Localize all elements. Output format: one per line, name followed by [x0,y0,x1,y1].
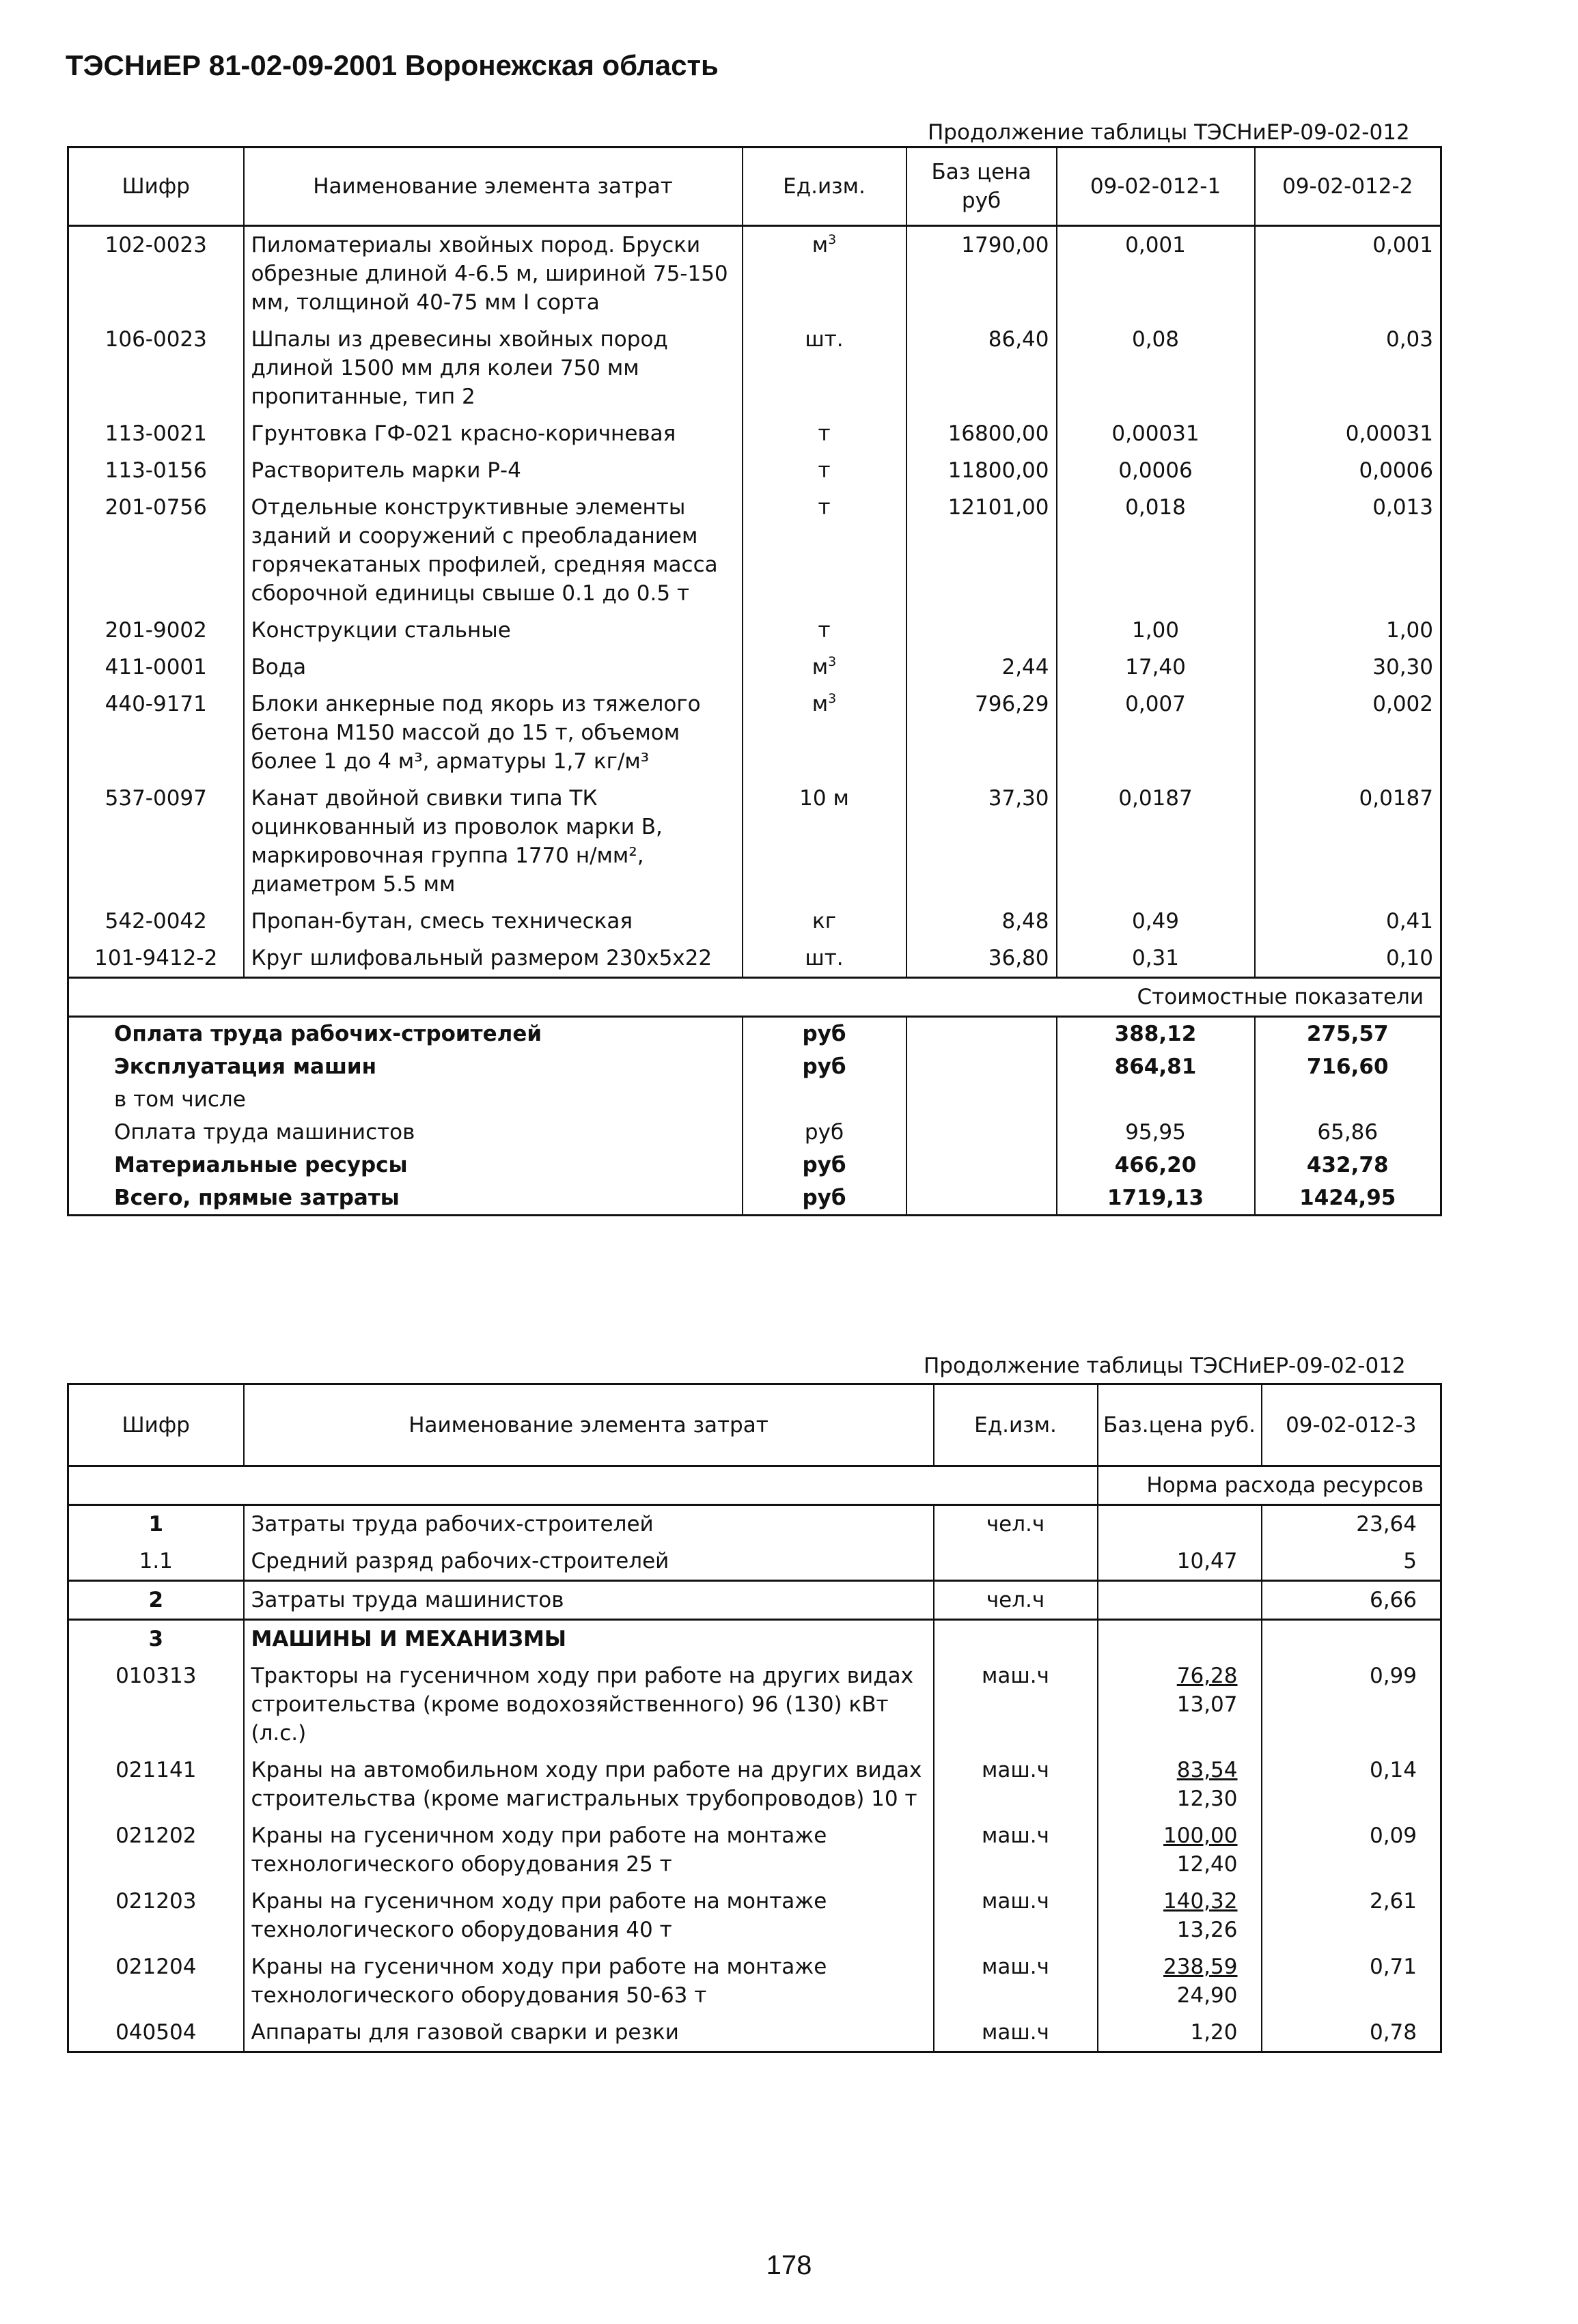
cost-indicators-title: Стоимостные показатели [1057,978,1441,1017]
cost-unit: руб [743,1050,906,1083]
table-row [68,1543,1441,1581]
cell-09-02-012-1: 0,0006 [1057,452,1255,489]
cell-code: 021202 [115,1823,197,1848]
col-header-code: Шифр [68,1384,244,1466]
cost-label: Материальные ресурсы [114,1153,408,1177]
cell-09-02-012-1: 0,0187 [1057,780,1255,903]
cell-code: 010313 [115,1664,197,1688]
cell-unit [743,649,906,686]
unit-text: шт. [805,946,844,970]
cell-09-02-012-1: 0,007 [1057,686,1255,780]
cell-09-02-012-1: 0,001 [1057,226,1255,322]
cell-name: Конструкции стальные [244,612,743,649]
unit-text: м [812,233,829,257]
cell-price [1098,1883,1262,1948]
table-row [68,940,1441,978]
cell-09-02-012-1: 0,00031 [1057,415,1255,452]
cell-code: 411-0001 [105,655,207,680]
cost-09-02-012-1: 864,81 [1057,1050,1255,1083]
cell-code: 021141 [115,1758,197,1782]
cell-price: 8,48 [906,903,1057,940]
table-row [68,1948,1441,2014]
cell-unit: маш.ч [934,1817,1098,1883]
cell-code: 1 [68,1505,244,1543]
price-wage-value: 12,40 [1176,1852,1238,1877]
price-value: 140,32 [1163,1889,1238,1914]
table-row [68,415,1441,452]
table2-body [68,1505,1441,2052]
cell-unit: маш.ч [934,1948,1098,2014]
cost-row [68,1083,1441,1116]
resources-table-2 [67,1383,1442,2053]
cell-unit [743,780,906,903]
cell-unit [743,415,906,452]
unit-text: т [818,458,831,483]
cost-label: Оплата труда машинистов [114,1120,415,1145]
col-header-name: Наименование элемента затрат [244,1384,934,1466]
col-header-unit: Ед.изм. [934,1384,1098,1466]
cell-09-02-012-1: 17,40 [1057,649,1255,686]
table2-continuation-label: Продолжение таблицы ТЭСНиЕР-09-02-012 [924,1354,1406,1378]
price-value: 100,00 [1163,1823,1238,1848]
cell-unit: маш.ч [934,2014,1098,2052]
cell-unit [743,612,906,649]
unit-text: м [812,692,829,716]
cost-row [68,1181,1441,1216]
unit-text: шт. [805,327,844,352]
cell-price [1098,1620,1262,1658]
cell-unit [743,226,906,322]
table1-body [68,226,1441,978]
table-row [68,780,1441,903]
cell-09-02-012-2: 0,0187 [1255,780,1441,903]
cell-code: 542-0042 [105,909,207,934]
cell-name: Затраты труда рабочих-строителей [244,1505,934,1543]
cell-code: 102-0023 [105,233,207,257]
price-wage-value: 13,26 [1176,1918,1238,1942]
cell-code: 201-0756 [105,495,207,520]
cell-09-02-012-3: 6,66 [1262,1581,1441,1620]
col-header-price: Баз цена руб [906,148,1057,226]
cell-price [1098,1752,1262,1817]
cost-label: Эксплуатация машин [114,1054,377,1079]
col-header-unit: Ед.изм. [743,148,906,226]
cell-price: 16800,00 [906,415,1057,452]
cost-09-02-012-2: 65,86 [1255,1116,1441,1149]
cell-name: Блоки анкерные под якорь из тяжелого бетона М150 массой до 15 т, объемом более 1 до 4 м³, арматуры 1,7 кг/м³ [244,686,743,780]
cost-unit [743,1083,906,1116]
cell-name: Вода [244,649,743,686]
cell-unit [743,452,906,489]
unit-exponent: 3 [828,232,837,247]
cost-row [68,1017,1441,1051]
cell-09-02-012-2: 0,00031 [1255,415,1441,452]
cell-name: Шпалы из древесины хвойных пород длиной 1500 мм для колеи 750 мм пропитанные, тип 2 [244,321,743,415]
cell-name: Отдельные конструктивные элементы зданий и сооружений с преобладанием горячекатаных профилей, средняя масса сборочной единицы свыше 0.1 до 0.5 т [244,489,743,612]
cell-09-02-012-2: 0,013 [1255,489,1441,612]
unit-text: т [818,618,831,643]
cell-name: Тракторы на гусеничном ходу при работе на других видах строительства (кроме водохозяйственного) 96 (130) кВт (л.с.) [244,1657,934,1752]
cell-09-02-012-2: 0,002 [1255,686,1441,780]
cell-price [1098,1543,1262,1581]
cell-09-02-012-2: 0,10 [1255,940,1441,978]
table-row [68,489,1441,612]
cost-unit: руб [743,1017,906,1051]
table-row [68,1657,1441,1752]
cell-09-02-012-2: 30,30 [1255,649,1441,686]
unit-exponent: 3 [828,654,837,669]
cost-09-02-012-2: 432,78 [1255,1149,1441,1181]
cost-label: в том числе [114,1087,246,1112]
cell-code: 040504 [115,2020,197,2045]
cell-price: 1790,00 [906,226,1057,322]
table-row [68,1620,1441,1658]
cell-unit: маш.ч [934,1883,1098,1948]
cost-label: Оплата труда рабочих-строителей [68,1017,743,1051]
cell-price [1098,1581,1262,1620]
table-row [68,1817,1441,1883]
cell-09-02-012-3: 0,14 [1262,1752,1441,1817]
cell-price [1098,1817,1262,1883]
cell-name: Аппараты для газовой сварки и резки [244,2014,934,2052]
cell-unit: чел.ч [934,1581,1098,1620]
table-row [68,321,1441,415]
cell-code: 1.1 [139,1549,173,1573]
cell-price: 12101,00 [906,489,1057,612]
cost-09-02-012-2: 1424,95 [1255,1181,1441,1216]
cost-indicators-body [68,1017,1441,1216]
cell-code: 021203 [115,1889,197,1914]
table-row [68,2014,1441,2052]
cell-price [1098,2014,1262,2052]
cell-unit: чел.ч [934,1505,1098,1543]
cost-09-02-012-1 [1057,1083,1255,1116]
cell-name: Растворитель марки Р-4 [244,452,743,489]
col-header-09-02-012-2: 09-02-012-2 [1255,148,1441,226]
cost-09-02-012-1: 388,12 [1057,1017,1255,1051]
unit-text: м [812,655,829,680]
cell-09-02-012-3 [1262,1620,1441,1658]
cost-row [68,1116,1441,1149]
cell-price [1098,1657,1262,1752]
cell-unit [743,321,906,415]
col-header-price: Баз.цена руб. [1098,1384,1262,1466]
price-value: 10,47 [1176,1549,1238,1573]
table-row [68,1883,1441,1948]
cell-price: 2,44 [906,649,1057,686]
cost-row [68,1050,1441,1083]
cell-name: Краны на гусеничном ходу при работе на монтаже технологического оборудования 50-63 т [244,1948,934,2014]
unit-text: т [818,495,831,520]
cell-price: 36,80 [906,940,1057,978]
cell-name: Затраты труда машинистов [244,1581,934,1620]
cell-code: 440-9171 [105,692,207,716]
cell-name: Краны на гусеничном ходу при работе на монтаже технологического оборудования 40 т [244,1883,934,1948]
table-row [68,226,1441,322]
cell-code: 201-9002 [105,618,207,643]
cell-unit [743,903,906,940]
table-row [68,686,1441,780]
table-row [68,649,1441,686]
cell-09-02-012-1: 0,018 [1057,489,1255,612]
cell-price [906,612,1057,649]
cell-code: 113-0156 [105,458,207,483]
price-wage-value: 24,90 [1176,1983,1238,2008]
cost-09-02-012-2: 716,60 [1255,1050,1441,1083]
price-value: 1,20 [1190,2020,1238,2045]
cell-09-02-012-1: 0,49 [1057,903,1255,940]
cell-09-02-012-3: 23,64 [1262,1505,1441,1543]
cell-09-02-012-3: 0,09 [1262,1817,1441,1883]
cell-09-02-012-1: 0,08 [1057,321,1255,415]
cell-name: Краны на автомобильном ходу при работе на других видах строительства (кроме магистральных трубопроводов) 10 т [244,1752,934,1817]
cell-unit [934,1543,1098,1581]
cell-09-02-012-3: 0,78 [1262,2014,1441,2052]
cell-09-02-012-2: 0,0006 [1255,452,1441,489]
cost-empty [906,1149,1057,1181]
cell-09-02-012-3: 5 [1262,1543,1441,1581]
cell-price [1098,1948,1262,2014]
cost-unit: руб [743,1149,906,1181]
cell-price: 37,30 [906,780,1057,903]
unit-exponent: 3 [828,691,837,706]
cell-code: 113-0021 [105,421,207,446]
cell-09-02-012-2: 1,00 [1255,612,1441,649]
cell-name: Круг шлифовальный размером 230x5x22 [244,940,743,978]
price-wage-value: 13,07 [1176,1692,1238,1717]
cell-09-02-012-3: 0,71 [1262,1948,1441,2014]
table-row [68,1752,1441,1817]
cell-unit: маш.ч [934,1752,1098,1817]
cost-unit: руб [743,1116,906,1149]
cell-name: Пропан-бутан, смесь техническая [244,903,743,940]
table1-continuation-label: Продолжение таблицы ТЭСНиЕР-09-02-012 [928,120,1410,145]
page-number: 178 [766,2250,812,2280]
price-value: 83,54 [1176,1758,1238,1782]
cell-unit [743,686,906,780]
cell-code: 101-9412-2 [94,946,218,970]
cell-unit [743,940,906,978]
cell-price: 11800,00 [906,452,1057,489]
table-row [68,903,1441,940]
cost-09-02-012-2 [1255,1083,1441,1116]
cost-09-02-012-2: 275,57 [1255,1017,1441,1051]
col-header-09-02-012-3: 09-02-012-3 [1262,1384,1441,1466]
cell-name: Краны на гусеничном ходу при работе на монтаже технологического оборудования 25 т [244,1817,934,1883]
cell-price [1098,1505,1262,1543]
unit-text: т [818,421,831,446]
cell-code: 537-0097 [105,786,207,811]
cell-name: Грунтовка ГФ-021 красно-коричневая [244,415,743,452]
cell-price: 86,40 [906,321,1057,415]
cell-unit [934,1620,1098,1658]
document-title: ТЭСНиЕР 81-02-09-2001 Воронежская область [66,49,719,81]
cell-09-02-012-2: 0,03 [1255,321,1441,415]
cell-name: Канат двойной свивки типа ТК оцинкованный из проволок марки В, маркировочная группа 1770 н/мм², диаметром 5.5 мм [244,780,743,903]
cell-09-02-012-1: 1,00 [1057,612,1255,649]
cost-empty [906,1083,1057,1116]
cell-unit [743,489,906,612]
cell-code: 3 [68,1620,244,1658]
cost-09-02-012-1: 1719,13 [1057,1181,1255,1216]
table-row [68,452,1441,489]
cell-name: Средний разряд рабочих-строителей [244,1543,934,1581]
cost-09-02-012-1: 95,95 [1057,1116,1255,1149]
resources-table-1 [67,146,1442,1216]
cell-09-02-012-2: 0,41 [1255,903,1441,940]
cost-empty [906,1050,1057,1083]
cell-09-02-012-2: 0,001 [1255,226,1441,322]
cost-unit: руб [743,1181,906,1216]
cell-price: 796,29 [906,686,1057,780]
cost-empty [906,1017,1057,1051]
cell-09-02-012-3: 2,61 [1262,1883,1441,1948]
cost-row [68,1149,1441,1181]
cell-name: Пиломатериалы хвойных пород. Бруски обрезные длиной 4-6.5 м, шириной 75-150 мм, толщиной 40-75 мм I сорта [244,226,743,322]
cell-09-02-012-1: 0,31 [1057,940,1255,978]
cell-unit: маш.ч [934,1657,1098,1752]
cost-label: Всего, прямые затраты [114,1186,400,1210]
cell-code: 2 [68,1581,244,1620]
table-row [68,1581,1441,1620]
cell-name: МАШИНЫ И МЕХАНИЗМЫ [244,1620,934,1658]
norm-title: Норма расхода ресурсов [1098,1466,1441,1505]
table-row [68,612,1441,649]
unit-text: 10 м [799,786,849,811]
col-header-name: Наименование элемента затрат [244,148,743,226]
cost-empty [906,1181,1057,1216]
cost-09-02-012-1: 466,20 [1057,1149,1255,1181]
table-row [68,1505,1441,1543]
cell-09-02-012-3: 0,99 [1262,1657,1441,1752]
cell-code: 106-0023 [105,327,207,352]
unit-text: кг [812,909,836,934]
col-header-09-02-012-1: 09-02-012-1 [1057,148,1255,226]
price-value: 238,59 [1163,1955,1238,1979]
cost-empty [906,1116,1057,1149]
col-header-code: Шифр [68,148,244,226]
price-wage-value: 12,30 [1176,1787,1238,1811]
cell-code: 021204 [115,1955,197,1979]
price-value: 76,28 [1176,1664,1238,1688]
